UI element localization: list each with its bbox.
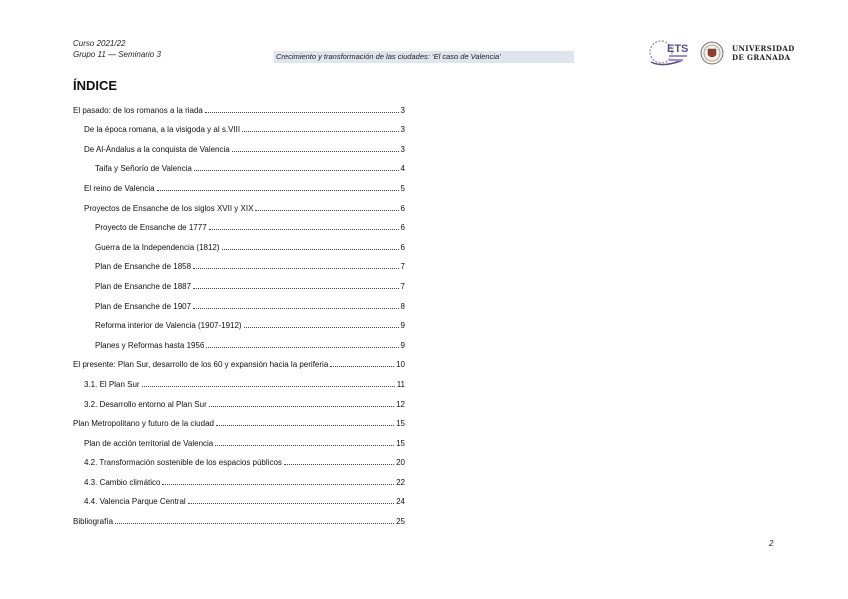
toc-entry-page: 10: [396, 360, 405, 370]
dot-leader: [194, 169, 399, 171]
page-number: 2: [769, 539, 774, 548]
toc-entry-page: 3: [400, 144, 405, 154]
toc-entry-page: 7: [400, 281, 405, 291]
toc-entry-page: 7: [400, 262, 405, 272]
table-of-contents: [73, 95, 405, 526]
toc-entry-page: 9: [400, 321, 405, 331]
ugr-line-1: UNIVERSIDAD: [732, 44, 795, 53]
toc-entry-page: 6: [400, 203, 405, 213]
toc-entry-label: Plan de Ensanche de 1887: [95, 281, 192, 291]
ugr-name: [732, 44, 795, 62]
dot-leader: [193, 287, 398, 289]
svg-text:ETS: ETS: [667, 43, 689, 55]
course-label: Curso 2021/22: [73, 39, 126, 48]
dot-leader: [205, 111, 399, 113]
toc-entry-label: Proyectos de Ensanche de los siglos XVII y XIX: [84, 203, 254, 213]
toc-entry[interactable]: [73, 448, 405, 468]
toc-entry[interactable]: [73, 467, 405, 487]
toc-entry[interactable]: [73, 213, 405, 233]
toc-entry-page: 25: [396, 517, 405, 527]
dot-leader: [193, 307, 398, 309]
toc-entry[interactable]: [73, 487, 405, 507]
dot-leader: [157, 189, 399, 191]
toc-entry[interactable]: [73, 154, 405, 174]
dot-leader: [244, 326, 399, 328]
toc-entry-label: 3.2. Desarrollo entorno al Plan Sur: [84, 399, 207, 409]
toc-entry[interactable]: [73, 173, 405, 193]
dot-leader: [115, 522, 394, 524]
dot-leader: [330, 365, 394, 367]
toc-entry-page: 12: [396, 399, 405, 409]
toc-entry-label: Proyecto de Ensanche de 1777: [95, 223, 207, 233]
dot-leader: [255, 209, 398, 211]
toc-entry[interactable]: [73, 409, 405, 429]
toc-entry[interactable]: [73, 506, 405, 526]
dot-leader: [215, 444, 394, 446]
toc-entry-label: 4.4. Valencia Parque Central: [84, 497, 186, 507]
toc-entry-label: Bibliografía: [73, 517, 114, 527]
header-left: [73, 38, 161, 60]
toc-entry-label: Plan de acción territorial de Valencia: [84, 438, 214, 448]
dot-leader: [193, 267, 398, 269]
toc-entry-page: 11: [396, 379, 405, 389]
toc-entry-label: Guerra de la Independencia (1812): [95, 242, 220, 252]
toc-entry-page: 4: [400, 164, 405, 174]
toc-entry-page: 6: [400, 242, 405, 252]
toc-entry-page: 22: [396, 477, 405, 487]
toc-entry-page: 24: [396, 497, 405, 507]
toc-entry-label: Planes y Reformas hasta 1956: [95, 340, 205, 350]
document-title: Crecimiento y transformación de las ciudades: ‘El caso de Valencia’: [274, 51, 574, 63]
dot-leader: [284, 463, 394, 465]
dot-leader: [209, 405, 394, 407]
toc-entry-page: 9: [400, 340, 405, 350]
toc-entry-label: El reino de Valencia: [84, 183, 155, 193]
toc-entry[interactable]: [73, 428, 405, 448]
toc-entry[interactable]: [73, 350, 405, 370]
toc-entry-label: Taifa y Señorío de Valencia: [95, 164, 192, 174]
dot-leader: [209, 228, 399, 230]
toc-entry-page: 3: [400, 125, 405, 135]
toc-entry[interactable]: [73, 232, 405, 252]
toc-entry-label: Plan Metropolitano y futuro de la ciudad: [73, 419, 214, 429]
toc-entry[interactable]: [73, 193, 405, 213]
toc-entry-label: Plan de Ensanche de 1907: [95, 301, 192, 311]
dot-leader: [206, 346, 398, 348]
toc-entry[interactable]: [73, 134, 405, 154]
toc-entry[interactable]: [73, 115, 405, 135]
toc-title: ÍNDICE: [73, 78, 118, 93]
ets-logo-icon: [647, 38, 691, 70]
toc-entry-page: 3: [400, 105, 405, 115]
toc-entry-label: De la época romana, a la visigoda y al s.VIII: [84, 125, 241, 135]
toc-entry-label: 4.2. Transformación sostenible de los espacios públicos: [84, 458, 282, 468]
toc-entry[interactable]: [73, 389, 405, 409]
toc-entry-page: 6: [400, 223, 405, 233]
ugr-line-2: DE GRANADA: [732, 53, 791, 62]
toc-entry[interactable]: [73, 252, 405, 272]
dot-leader: [188, 502, 394, 504]
dot-leader: [162, 483, 394, 485]
toc-entry-page: 15: [396, 438, 405, 448]
dot-leader: [232, 150, 399, 152]
dot-leader: [216, 424, 394, 426]
toc-entry-page: 5: [400, 183, 405, 193]
toc-entry-page: 20: [396, 458, 405, 468]
dot-leader: [222, 248, 399, 250]
toc-entry-label: El presente: Plan Sur, desarrollo de los 60 y expansión hacia la periferia: [73, 360, 329, 370]
toc-entry-label: 4.3. Cambio climático: [84, 477, 161, 487]
toc-entry-page: 15: [396, 419, 405, 429]
toc-entry-label: Reforma interior de Valencia (1907-1912): [95, 321, 242, 331]
toc-entry-page: 8: [400, 301, 405, 311]
toc-entry-label: Plan de Ensanche de 1858: [95, 262, 192, 272]
toc-entry[interactable]: [73, 330, 405, 350]
toc-entry[interactable]: [73, 369, 405, 389]
toc-entry[interactable]: [73, 95, 405, 115]
toc-entry[interactable]: [73, 311, 405, 331]
dot-leader: [242, 130, 398, 132]
toc-entry-label: El pasado: de los romanos a la riada: [73, 105, 203, 115]
toc-entry-label: 3.1. El Plan Sur: [84, 379, 140, 389]
group-label: Grupo 11 — Seminario 3: [73, 50, 161, 59]
toc-entry-label: De Al-Ándalus a la conquista de Valencia: [84, 144, 230, 154]
toc-entry[interactable]: [73, 271, 405, 291]
toc-entry[interactable]: [73, 291, 405, 311]
dot-leader: [142, 385, 395, 387]
